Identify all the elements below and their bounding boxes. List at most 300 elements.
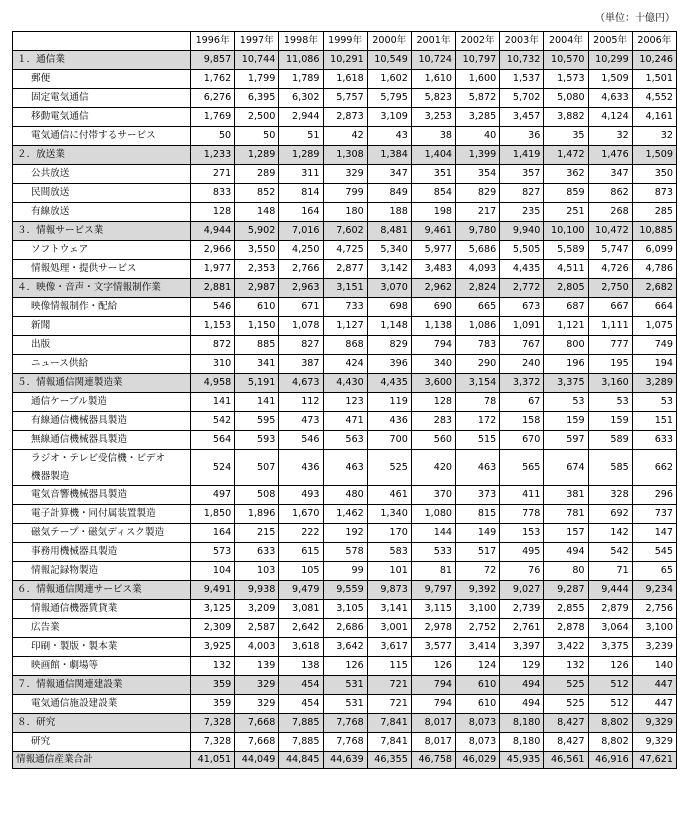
value-cell: 235	[500, 203, 544, 222]
year-header: 1997年	[235, 32, 279, 51]
year-header: 2002年	[456, 32, 500, 51]
value-cell: 1,078	[279, 317, 323, 336]
value-cell: 4,726	[588, 260, 632, 279]
table-row	[13, 431, 677, 450]
table-row	[13, 260, 677, 279]
value-cell: 463	[456, 450, 500, 486]
row-label: 有線放送	[13, 203, 191, 222]
value-cell: 815	[456, 505, 500, 524]
value-cell: 8,427	[544, 714, 588, 733]
value-cell: 7,602	[323, 222, 367, 241]
value-cell: 1,509	[632, 146, 676, 165]
value-cell: 129	[500, 657, 544, 676]
value-cell: 1,419	[500, 146, 544, 165]
value-cell: 115	[367, 657, 411, 676]
value-cell: 4,430	[323, 374, 367, 393]
year-header: 2005年	[588, 32, 632, 51]
value-cell: 767	[500, 336, 544, 355]
table-row	[13, 203, 677, 222]
value-cell: 35	[544, 127, 588, 146]
value-cell: 9,329	[632, 714, 676, 733]
value-cell: 53	[632, 393, 676, 412]
value-cell: 671	[279, 298, 323, 317]
row-label: 情報通信産業合計	[13, 752, 191, 769]
value-cell: 3,070	[367, 279, 411, 298]
value-cell: 1,148	[367, 317, 411, 336]
value-cell: 8,802	[588, 714, 632, 733]
value-cell: 251	[544, 203, 588, 222]
value-cell: 9,797	[411, 581, 455, 600]
value-cell: 9,940	[500, 222, 544, 241]
value-cell: 447	[632, 676, 676, 695]
value-cell: 7,016	[279, 222, 323, 241]
value-cell: 610	[235, 298, 279, 317]
value-cell: 578	[323, 543, 367, 562]
value-cell: 347	[367, 165, 411, 184]
value-cell: 2,309	[191, 619, 235, 638]
value-cell: 340	[411, 355, 455, 374]
row-label: 無線通信機械器具製造	[13, 431, 191, 450]
value-cell: 2,805	[544, 279, 588, 298]
value-cell: 7,328	[191, 733, 235, 752]
value-cell: 138	[279, 657, 323, 676]
value-cell: 827	[500, 184, 544, 203]
value-cell: 5,080	[544, 89, 588, 108]
value-cell: 46,029	[456, 752, 500, 769]
value-cell: 1,600	[456, 70, 500, 89]
value-cell: 124	[456, 657, 500, 676]
value-cell: 783	[456, 336, 500, 355]
value-cell: 749	[632, 336, 676, 355]
value-cell: 2,750	[588, 279, 632, 298]
value-cell: 6,302	[279, 89, 323, 108]
value-cell: 2,873	[323, 108, 367, 127]
value-cell: 8,427	[544, 733, 588, 752]
value-cell: 3,600	[411, 374, 455, 393]
value-cell: 268	[588, 203, 632, 222]
table-row	[13, 184, 677, 203]
value-cell: 721	[367, 695, 411, 714]
category-row	[13, 146, 677, 165]
value-cell: 46,561	[544, 752, 588, 769]
category-row	[13, 714, 677, 733]
row-label: 広告業	[13, 619, 191, 638]
value-cell: 2,962	[411, 279, 455, 298]
table-row	[13, 638, 677, 657]
value-cell: 3,105	[323, 600, 367, 619]
value-cell: 147	[632, 524, 676, 543]
value-cell: 76	[500, 562, 544, 581]
value-cell: 3,151	[323, 279, 367, 298]
value-cell: 10,100	[544, 222, 588, 241]
value-cell: 1,404	[411, 146, 455, 165]
year-header: 2006年	[632, 32, 676, 51]
value-cell: 126	[323, 657, 367, 676]
value-cell: 3,483	[411, 260, 455, 279]
value-cell: 799	[323, 184, 367, 203]
value-cell: 103	[235, 562, 279, 581]
value-cell: 7,768	[323, 714, 367, 733]
value-cell: 8,180	[500, 733, 544, 752]
value-cell: 80	[544, 562, 588, 581]
value-cell: 396	[367, 355, 411, 374]
value-cell: 132	[191, 657, 235, 676]
value-cell: 46,758	[411, 752, 455, 769]
table-row	[13, 543, 677, 562]
value-cell: 9,392	[456, 581, 500, 600]
value-cell: 849	[367, 184, 411, 203]
value-cell: 1,670	[279, 505, 323, 524]
value-cell: 9,444	[588, 581, 632, 600]
value-cell: 8,017	[411, 733, 455, 752]
table-row	[13, 70, 677, 89]
value-cell: 2,881	[191, 279, 235, 298]
value-cell: 778	[500, 505, 544, 524]
row-label: １．通信業	[13, 51, 191, 70]
table-row	[13, 127, 677, 146]
row-label: 映画館・劇場等	[13, 657, 191, 676]
row-label: 新聞	[13, 317, 191, 336]
row-label: 民間放送	[13, 184, 191, 203]
value-cell: 2,987	[235, 279, 279, 298]
unit-label: （単位：十億円）	[595, 13, 675, 24]
value-cell: 662	[632, 450, 676, 486]
value-cell: 5,977	[411, 241, 455, 260]
value-cell: 1,610	[411, 70, 455, 89]
value-cell: 2,686	[323, 619, 367, 638]
value-cell: 8,073	[456, 733, 500, 752]
value-cell: 101	[367, 562, 411, 581]
value-cell: 6,276	[191, 89, 235, 108]
value-cell: 827	[279, 336, 323, 355]
value-cell: 65	[632, 562, 676, 581]
value-cell: 3,577	[411, 638, 455, 657]
value-cell: 9,491	[191, 581, 235, 600]
value-cell: 597	[544, 431, 588, 450]
value-cell: 7,841	[367, 714, 411, 733]
table-row	[13, 412, 677, 431]
year-header: 1999年	[323, 32, 367, 51]
table-row	[13, 450, 677, 486]
value-cell: 9,461	[411, 222, 455, 241]
value-cell: 420	[411, 450, 455, 486]
value-cell: 9,027	[500, 581, 544, 600]
value-cell: 517	[456, 543, 500, 562]
value-cell: 800	[544, 336, 588, 355]
value-cell: 329	[235, 695, 279, 714]
table-row	[13, 619, 677, 638]
value-cell: 7,841	[367, 733, 411, 752]
value-cell: 141	[191, 393, 235, 412]
value-cell: 359	[191, 676, 235, 695]
value-cell: 885	[235, 336, 279, 355]
row-label: 移動電気通信	[13, 108, 191, 127]
row-label: 研究	[13, 733, 191, 752]
value-cell: 2,500	[235, 108, 279, 127]
value-cell: 44,639	[323, 752, 367, 769]
value-cell: 585	[588, 450, 632, 486]
value-cell: 172	[456, 412, 500, 431]
value-cell: 2,642	[279, 619, 323, 638]
value-cell: 67	[500, 393, 544, 412]
value-cell: 542	[191, 412, 235, 431]
value-cell: 78	[456, 393, 500, 412]
value-cell: 667	[588, 298, 632, 317]
value-cell: 461	[367, 486, 411, 505]
value-cell: 664	[632, 298, 676, 317]
table-row	[13, 336, 677, 355]
row-label: ５．情報通信関連製造業	[13, 374, 191, 393]
value-cell: 546	[279, 431, 323, 450]
value-cell: 3,642	[323, 638, 367, 657]
value-cell: 833	[191, 184, 235, 203]
value-cell: 670	[500, 431, 544, 450]
value-cell: 350	[632, 165, 676, 184]
value-cell: 347	[588, 165, 632, 184]
value-cell: 1,384	[367, 146, 411, 165]
value-cell: 32	[632, 127, 676, 146]
value-cell: 3,617	[367, 638, 411, 657]
table-row	[13, 355, 677, 374]
value-cell: 51	[279, 127, 323, 146]
value-cell: 119	[367, 393, 411, 412]
value-cell: 2,587	[235, 619, 279, 638]
table-row	[13, 317, 677, 336]
value-cell: 692	[588, 505, 632, 524]
value-cell: 1,602	[367, 70, 411, 89]
value-cell: 40	[456, 127, 500, 146]
value-cell: 10,570	[544, 51, 588, 70]
value-cell: 1,472	[544, 146, 588, 165]
value-cell: 3,882	[544, 108, 588, 127]
value-cell: 595	[235, 412, 279, 431]
row-label: 固定電気通信	[13, 89, 191, 108]
value-cell: 471	[323, 412, 367, 431]
value-cell: 7,328	[191, 714, 235, 733]
value-cell: 2,761	[500, 619, 544, 638]
value-cell: 494	[500, 695, 544, 714]
value-cell: 44,049	[235, 752, 279, 769]
value-cell: 126	[588, 657, 632, 676]
value-cell: 1,573	[544, 70, 588, 89]
value-cell: 9,559	[323, 581, 367, 600]
value-cell: 495	[500, 543, 544, 562]
row-label: 有線通信機械器具製造	[13, 412, 191, 431]
value-cell: 11,086	[279, 51, 323, 70]
value-cell: 1,127	[323, 317, 367, 336]
value-cell: 9,873	[367, 581, 411, 600]
value-cell: 4,124	[588, 108, 632, 127]
value-cell: 2,879	[588, 600, 632, 619]
value-cell: 4,511	[544, 260, 588, 279]
row-label: 出版	[13, 336, 191, 355]
value-cell: 354	[456, 165, 500, 184]
value-cell: 7,885	[279, 714, 323, 733]
value-cell: 5,191	[235, 374, 279, 393]
value-cell: 4,093	[456, 260, 500, 279]
value-cell: 733	[323, 298, 367, 317]
value-cell: 53	[588, 393, 632, 412]
value-cell: 525	[544, 695, 588, 714]
value-cell: 690	[411, 298, 455, 317]
value-cell: 633	[235, 543, 279, 562]
value-cell: 370	[411, 486, 455, 505]
value-cell: 10,744	[235, 51, 279, 70]
value-cell: 157	[544, 524, 588, 543]
value-cell: 2,353	[235, 260, 279, 279]
category-row	[13, 581, 677, 600]
value-cell: 50	[235, 127, 279, 146]
value-cell: 8,802	[588, 733, 632, 752]
value-cell: 852	[235, 184, 279, 203]
value-cell: 687	[544, 298, 588, 317]
value-cell: 148	[235, 203, 279, 222]
value-cell: 132	[544, 657, 588, 676]
row-label: 電気通信に付帯するサービス	[13, 127, 191, 146]
value-cell: 1,509	[588, 70, 632, 89]
value-cell: 542	[588, 543, 632, 562]
value-cell: 698	[367, 298, 411, 317]
row-label: 印刷・製版・製本業	[13, 638, 191, 657]
value-cell: 4,435	[500, 260, 544, 279]
value-cell: 10,732	[500, 51, 544, 70]
year-header: 1996年	[191, 32, 235, 51]
value-cell: 3,457	[500, 108, 544, 127]
value-cell: 5,589	[544, 241, 588, 260]
value-cell: 188	[367, 203, 411, 222]
value-cell: 142	[588, 524, 632, 543]
value-cell: 1,086	[456, 317, 500, 336]
value-cell: 2,963	[279, 279, 323, 298]
row-label: ４．映像・音声・文字情報制作業	[13, 279, 191, 298]
row-label: 事務用機械器具製造	[13, 543, 191, 562]
value-cell: 43	[367, 127, 411, 146]
value-cell: 362	[544, 165, 588, 184]
value-cell: 3,375	[544, 374, 588, 393]
value-cell: 1,501	[632, 70, 676, 89]
value-cell: 3,160	[588, 374, 632, 393]
value-cell: 872	[191, 336, 235, 355]
value-cell: 1,399	[456, 146, 500, 165]
value-cell: 3,209	[235, 600, 279, 619]
value-cell: 436	[367, 412, 411, 431]
value-cell: 328	[588, 486, 632, 505]
value-cell: 524	[191, 450, 235, 486]
value-cell: 81	[411, 562, 455, 581]
value-cell: 41,051	[191, 752, 235, 769]
value-cell: 1,618	[323, 70, 367, 89]
value-cell: 3,397	[500, 638, 544, 657]
value-cell: 533	[411, 543, 455, 562]
value-cell: 829	[367, 336, 411, 355]
value-cell: 1,080	[411, 505, 455, 524]
value-cell: 1,075	[632, 317, 676, 336]
value-cell: 3,285	[456, 108, 500, 127]
value-cell: 310	[191, 355, 235, 374]
value-cell: 6,395	[235, 89, 279, 108]
year-header: 2004年	[544, 32, 588, 51]
value-cell: 283	[411, 412, 455, 431]
value-cell: 814	[279, 184, 323, 203]
value-cell: 46,355	[367, 752, 411, 769]
value-cell: 104	[191, 562, 235, 581]
value-cell: 515	[456, 431, 500, 450]
value-cell: 700	[367, 431, 411, 450]
value-cell: 3,375	[588, 638, 632, 657]
value-cell: 512	[588, 695, 632, 714]
value-cell: 3,422	[544, 638, 588, 657]
value-cell: 3,141	[367, 600, 411, 619]
value-cell: 128	[411, 393, 455, 412]
value-cell: 508	[235, 486, 279, 505]
value-cell: 794	[411, 676, 455, 695]
row-label: ６．情報通信関連サービス業	[13, 581, 191, 600]
value-cell: 5,505	[500, 241, 544, 260]
value-cell: 3,001	[367, 619, 411, 638]
value-cell: 44,845	[279, 752, 323, 769]
value-cell: 71	[588, 562, 632, 581]
value-cell: 610	[456, 695, 500, 714]
value-cell: 5,757	[323, 89, 367, 108]
value-cell: 9,479	[279, 581, 323, 600]
value-cell: 3,414	[456, 638, 500, 657]
value-cell: 32	[588, 127, 632, 146]
value-cell: 1,977	[191, 260, 235, 279]
value-cell: 564	[191, 431, 235, 450]
category-row	[13, 374, 677, 393]
value-cell: 45,935	[500, 752, 544, 769]
table-body	[13, 32, 677, 769]
value-cell: 112	[279, 393, 323, 412]
value-cell: 42	[323, 127, 367, 146]
value-cell: 5,702	[500, 89, 544, 108]
value-cell: 4,725	[323, 241, 367, 260]
value-cell: 359	[191, 695, 235, 714]
value-cell: 5,823	[411, 89, 455, 108]
value-cell: 721	[367, 676, 411, 695]
table-row	[13, 486, 677, 505]
value-cell: 1,153	[191, 317, 235, 336]
value-cell: 1,462	[323, 505, 367, 524]
value-cell: 158	[500, 412, 544, 431]
value-cell: 3,064	[588, 619, 632, 638]
row-label: ７．情報通信関連建設業	[13, 676, 191, 695]
value-cell: 794	[411, 695, 455, 714]
value-cell: 454	[279, 676, 323, 695]
value-cell: 447	[632, 695, 676, 714]
value-cell: 545	[632, 543, 676, 562]
value-cell: 3,081	[279, 600, 323, 619]
value-cell: 72	[456, 562, 500, 581]
value-cell: 5,902	[235, 222, 279, 241]
value-cell: 494	[500, 676, 544, 695]
header-row	[13, 32, 677, 51]
value-cell: 194	[632, 355, 676, 374]
value-cell: 1,769	[191, 108, 235, 127]
value-cell: 222	[279, 524, 323, 543]
value-cell: 633	[632, 431, 676, 450]
table-row	[13, 505, 677, 524]
value-cell: 1,762	[191, 70, 235, 89]
row-label: 情報通信機器賃貸業	[13, 600, 191, 619]
value-cell: 10,472	[588, 222, 632, 241]
value-cell: 3,550	[235, 241, 279, 260]
value-cell: 1,850	[191, 505, 235, 524]
value-cell: 53	[544, 393, 588, 412]
value-cell: 7,668	[235, 733, 279, 752]
value-cell: 2,944	[279, 108, 323, 127]
row-label: 電気音響機械器具製造	[13, 486, 191, 505]
